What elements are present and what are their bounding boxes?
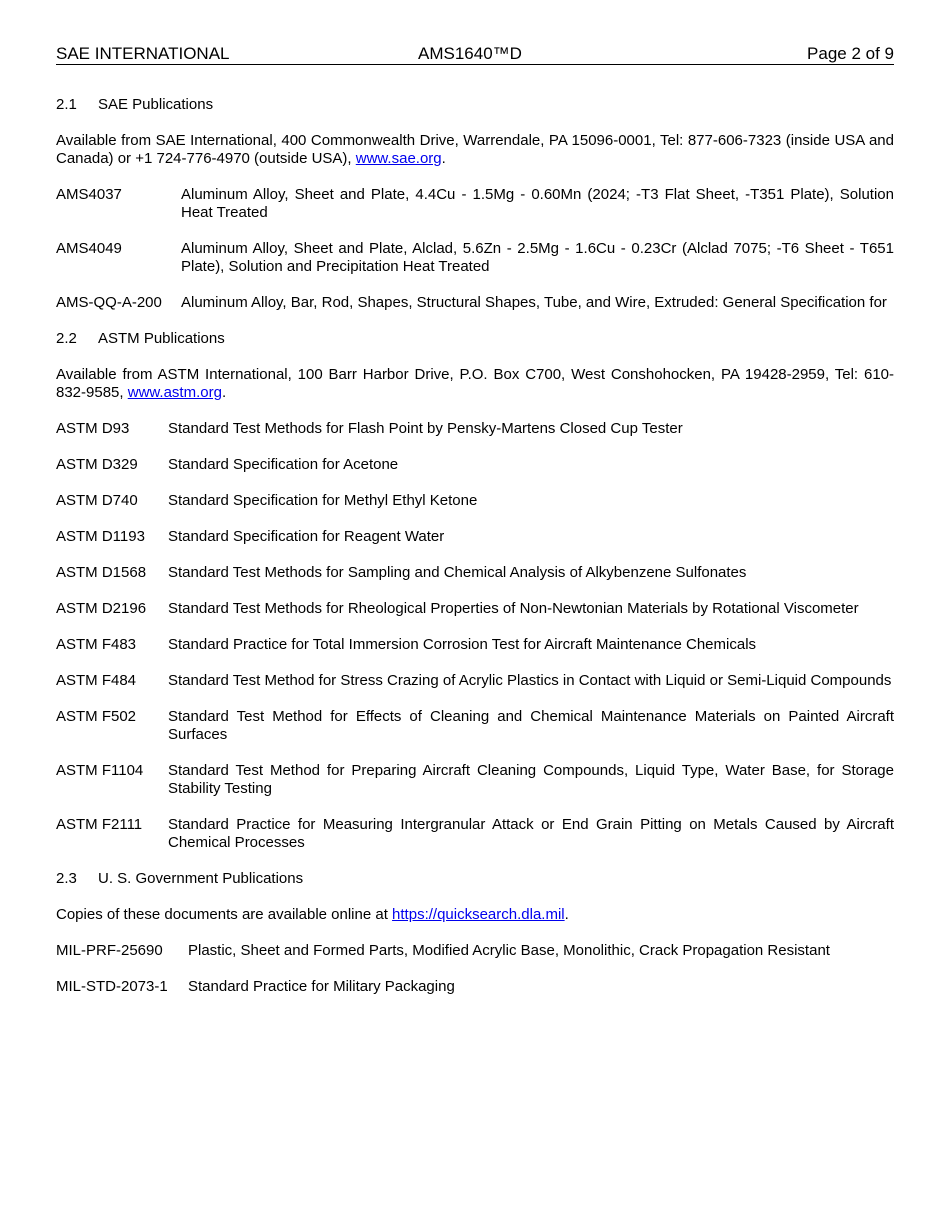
header-org: SAE INTERNATIONAL: [56, 44, 230, 63]
reference-title: Standard Practice for Military Packaging: [188, 978, 455, 995]
reference-code: ASTM D329: [56, 456, 138, 473]
reference-item: [56, 492, 894, 510]
reference-item: [56, 420, 894, 438]
section-heading-astm: [56, 330, 894, 348]
quicksearch-link[interactable]: https://quicksearch.dla.mil: [392, 906, 565, 923]
reference-code: AMS4037: [56, 186, 122, 203]
reference-item: [56, 762, 894, 798]
header-doc-number: AMS1640™D: [418, 44, 522, 63]
reference-code: ASTM F502: [56, 708, 137, 725]
gov-availability-paragraph: [56, 906, 894, 924]
reference-title: Standard Test Method for Stress Crazing of Acrylic Plastics in Contact with Liquid or Semi-Liquid Compounds: [168, 672, 892, 689]
reference-code: ASTM F484: [56, 672, 137, 689]
reference-code: ASTM D1568: [56, 564, 147, 581]
reference-item: [56, 456, 894, 474]
section-heading-gov: [56, 870, 894, 888]
reference-title: Aluminum Alloy, Sheet and Plate, 4.4Cu - 1.5Mg - 0.60Mn (2024; -T3 Flat Sheet, -T351 Plate), Solution Heat Treated: [181, 186, 894, 221]
paragraph-text: Copies of these documents are available online at: [56, 906, 393, 923]
astm-availability-paragraph: [56, 366, 894, 402]
reference-code: ASTM F2111: [56, 816, 143, 833]
sae-availability-paragraph: [56, 132, 894, 168]
reference-title: Standard Test Methods for Sampling and Chemical Analysis of Alkybenzene Sulfonates: [168, 564, 747, 581]
reference-title: Standard Test Method for Effects of Cleaning and Chemical Maintenance Materials on Painted Aircraft Surfaces: [168, 708, 894, 743]
reference-title: Standard Specification for Methyl Ethyl Ketone: [168, 492, 478, 509]
section-number: 2.1: [56, 96, 77, 113]
header-page-number: Page 2 of 9: [807, 44, 894, 63]
paragraph-end: .: [564, 906, 569, 923]
reference-item: [56, 528, 894, 546]
reference-title: Aluminum Alloy, Sheet and Plate, Alclad, 5.6Zn - 2.5Mg - 1.6Cu - 0.23Cr (Alclad 7075; -T6 Sheet - T651 Plate), Solution and Precipitation Heat Treated: [181, 240, 894, 275]
reference-title: Standard Test Method for Preparing Aircraft Cleaning Compounds, Liquid Type, Water Base, for Storage Stability Testing: [168, 762, 894, 797]
section-title: SAE Publications: [98, 96, 214, 113]
page-header: [56, 44, 894, 65]
reference-code: AMS-QQ-A-200: [56, 294, 162, 311]
section-heading-sae: [56, 96, 894, 114]
reference-code: AMS4049: [56, 240, 122, 257]
document-body: [56, 96, 894, 1014]
reference-item: [56, 186, 894, 222]
astm-website-link[interactable]: www.astm.org: [127, 384, 222, 401]
paragraph-text: Available from ASTM International, 100 Barr Harbor Drive, P.O. Box C700, West Conshohocken, PA 19428-2959, Tel: 610-832-9585,: [56, 366, 894, 401]
paragraph-end: .: [441, 150, 446, 167]
section-title: ASTM Publications: [98, 330, 225, 347]
reference-item: [56, 240, 894, 276]
paragraph-end: .: [221, 384, 227, 401]
reference-code: ASTM D1193: [56, 528, 145, 545]
reference-title: Standard Practice for Total Immersion Corrosion Test for Aircraft Maintenance Chemicals: [168, 636, 757, 653]
reference-code: MIL-PRF-25690: [56, 942, 163, 959]
section-title: U. S. Government Publications: [98, 870, 304, 887]
reference-code: ASTM D2196: [56, 600, 147, 617]
section-number: 2.2: [56, 330, 77, 347]
reference-title: Plastic, Sheet and Formed Parts, Modified Acrylic Base, Monolithic, Crack Propagation Resistant: [188, 942, 830, 959]
reference-code: ASTM F483: [56, 636, 137, 653]
reference-code: MIL-STD-2073-1: [56, 978, 168, 995]
reference-item: [56, 978, 894, 996]
reference-title: Standard Test Methods for Flash Point by Pensky-Martens Closed Cup Tester: [168, 420, 683, 437]
reference-item: [56, 636, 894, 654]
reference-item: [56, 564, 894, 582]
reference-code: ASTM F1104: [56, 762, 144, 779]
reference-title: Standard Specification for Acetone: [168, 456, 399, 473]
reference-item: [56, 816, 894, 852]
reference-title: Standard Practice for Measuring Intergranular Attack or End Grain Pitting on Metals Caused by Aircraft Chemical Processes: [168, 816, 894, 851]
reference-item: [56, 294, 894, 312]
reference-title: Aluminum Alloy, Bar, Rod, Shapes, Structural Shapes, Tube, and Wire, Extruded: General Specification for: [181, 294, 887, 311]
section-number: 2.3: [56, 870, 77, 887]
reference-title: Standard Specification for Reagent Water: [168, 528, 445, 545]
reference-item: [56, 672, 894, 690]
reference-item: [56, 708, 894, 744]
reference-item: [56, 600, 894, 618]
reference-title: Standard Test Methods for Rheological Properties of Non-Newtonian Materials by Rotational Viscometer: [168, 600, 859, 617]
paragraph-text: Available from SAE International, 400 Commonwealth Drive, Warrendale, PA 15096-0001, Tel: 877-606-7323 (inside USA and Canada) or +1 724-776-4970 (outside USA),: [56, 132, 894, 167]
reference-code: ASTM D93: [56, 420, 130, 437]
reference-code: ASTM D740: [56, 492, 138, 509]
sae-website-link[interactable]: www.sae.org: [355, 150, 442, 167]
reference-item: [56, 942, 894, 960]
